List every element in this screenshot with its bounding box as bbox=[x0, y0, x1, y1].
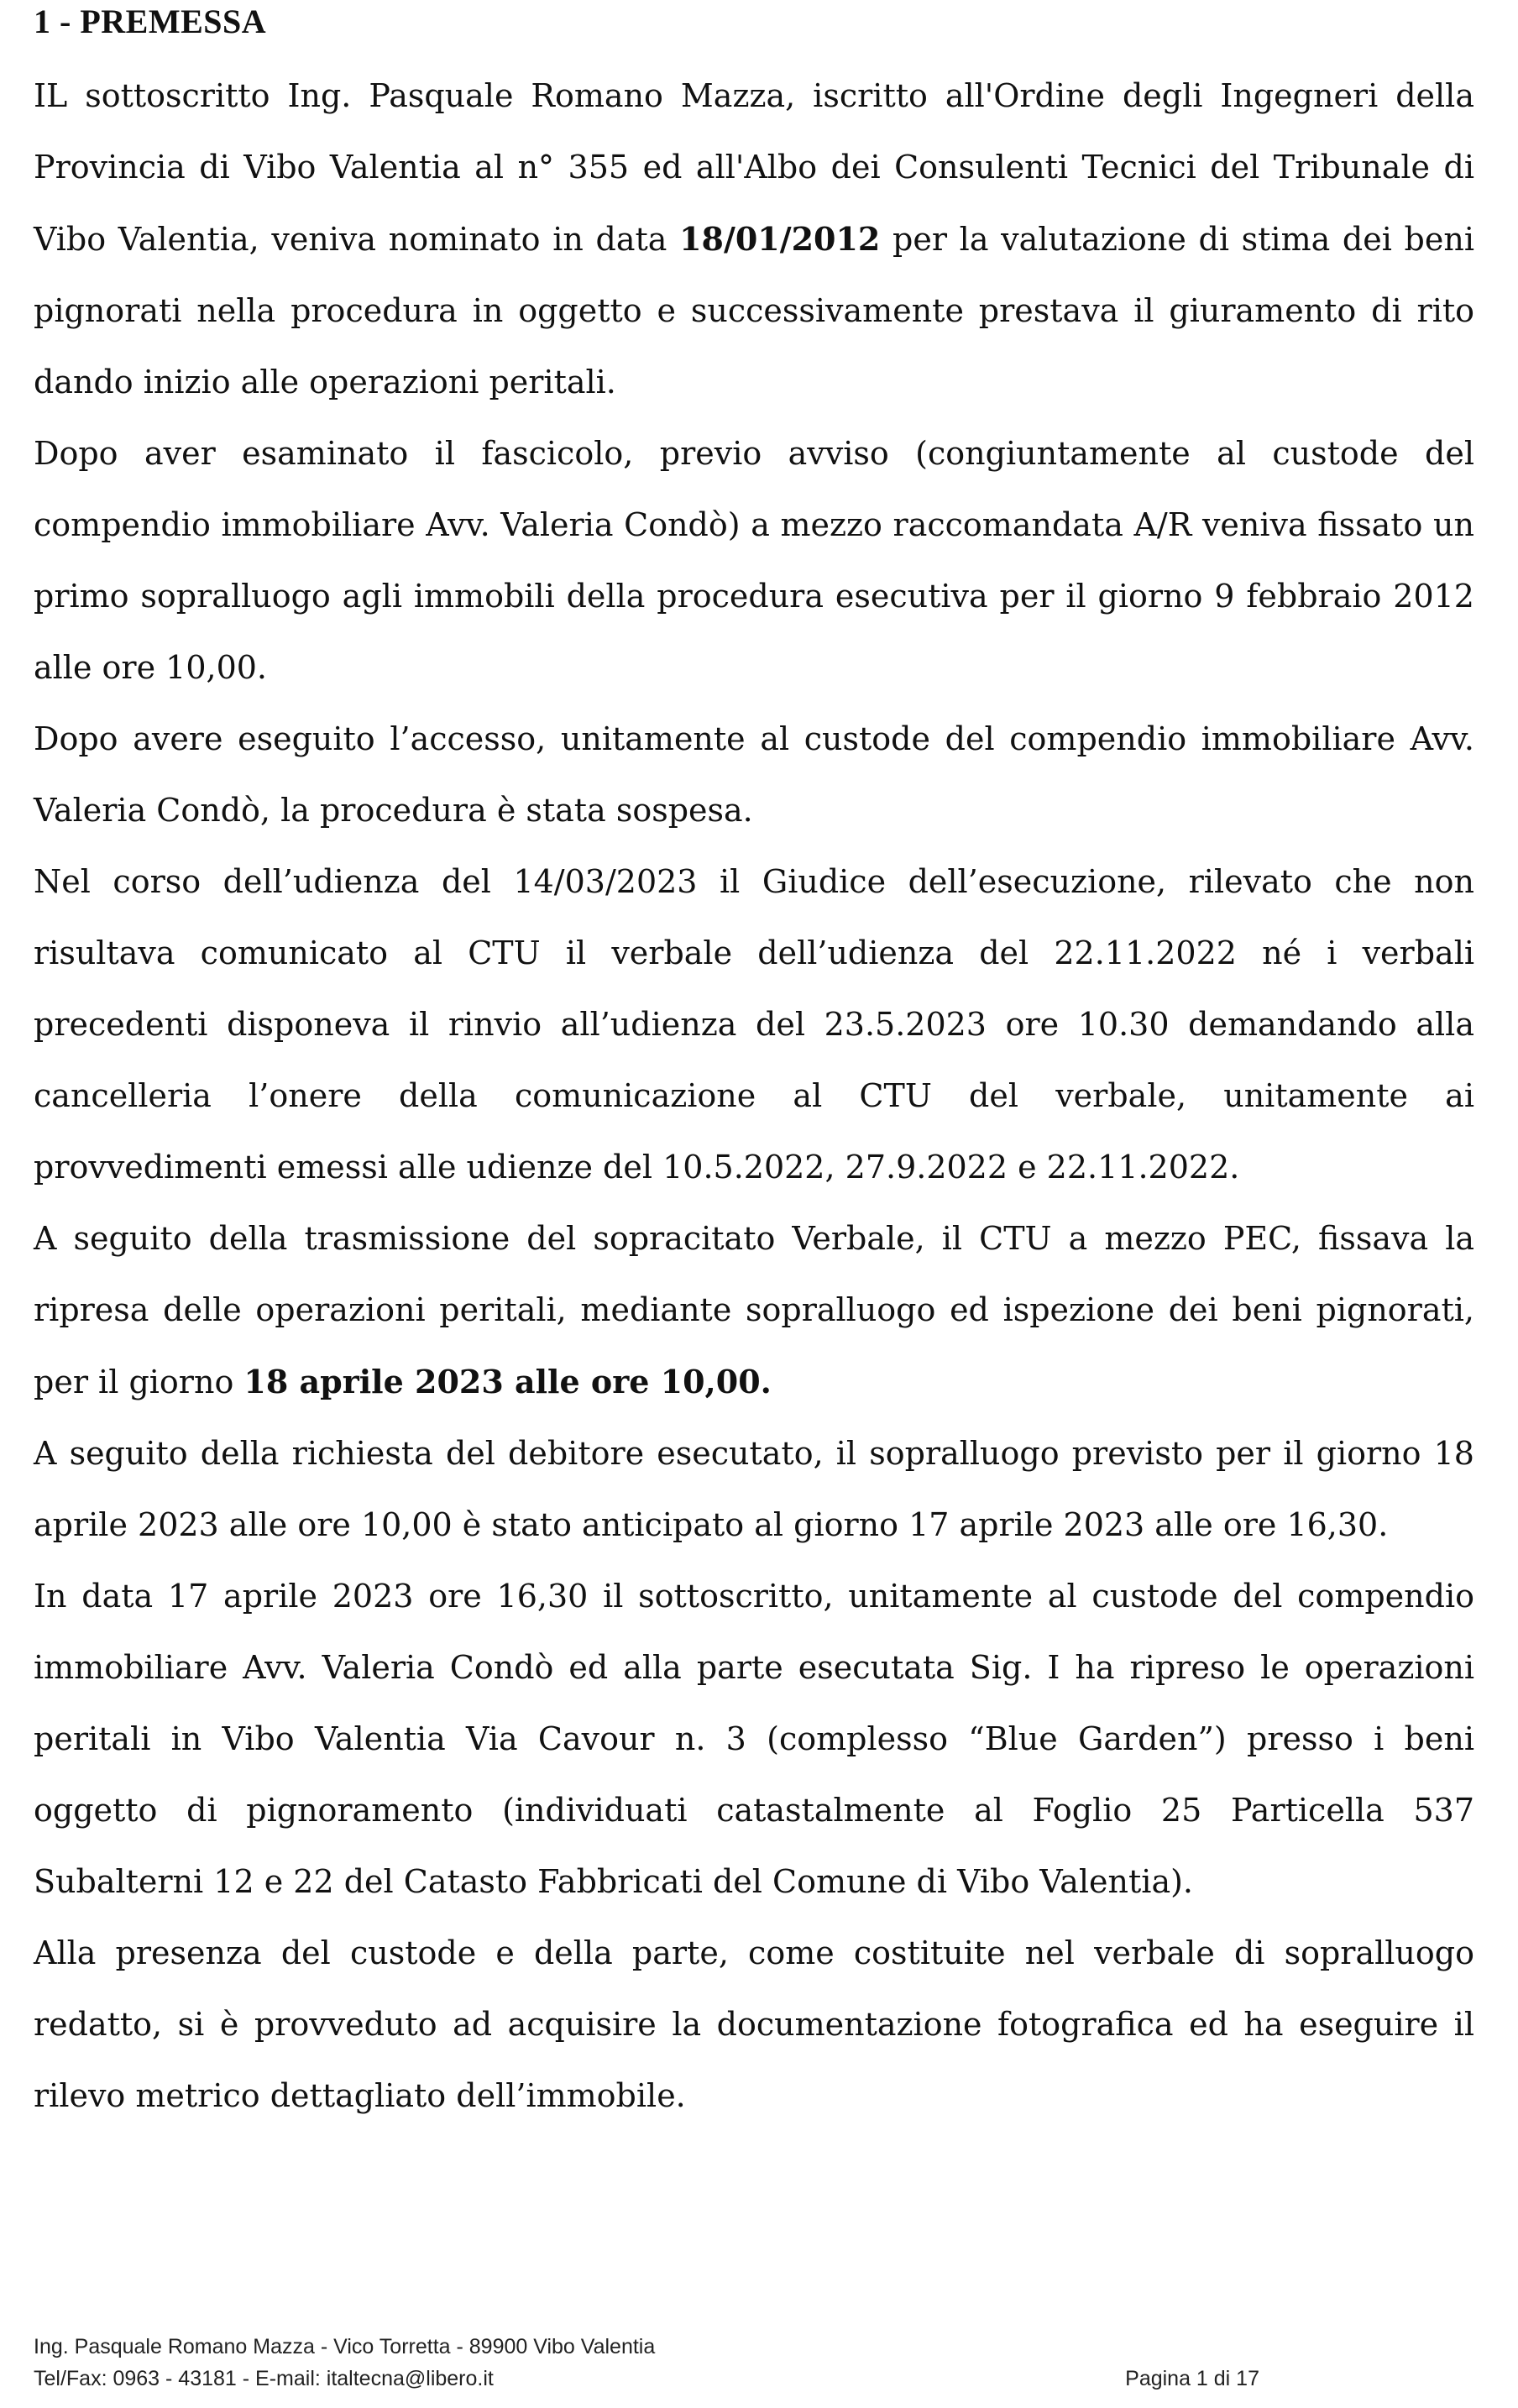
footer-address: Ing. Pasquale Romano Mazza - Vico Torretta - 89900 Vibo Valentia bbox=[34, 2335, 656, 2358]
paragraph-text: Dopo aver esaminato il fascicolo, previo avviso (congiuntamente al custode del compendio immobiliare Avv. Valeria Condò) a mezzo raccomandata A/R veniva fissato un primo sopralluogo agli immobili della procedura esecutiva per il giorno 9 febbraio 2012 alle ore 10,00. bbox=[34, 435, 1474, 686]
paragraph-text: Alla presenza del custode e della parte, come costituite nel verbale di sopralluogo redatto, si è provveduto ad acquisire la documentazione fotografica ed ha eseguire il rilevo metrico dettagliato dell’immobile. bbox=[34, 1934, 1474, 2114]
paragraph-4 bbox=[34, 846, 1474, 1203]
paragraph-bold-date: 18/01/2012 bbox=[679, 220, 881, 258]
paragraph-7 bbox=[34, 1561, 1474, 1918]
paragraph-2 bbox=[34, 418, 1474, 704]
paragraph-text: Nel corso dell’udienza del 14/03/2023 il Giudice dell’esecuzione, rilevato che non risultava comunicato al CTU il verbale dell’udienza del 22.11.2022 né i verbali precedenti disponeva il rinvio all’udienza del 23.5.2023 ore 10.30 demandando alla cancelleria l’onere della comunicazione al CTU del verbale, unitamente ai provvedimenti emessi alle udienze del 10.5.2022, 27.9.2022 e 22.11.2022. bbox=[34, 863, 1474, 1186]
paragraph-6 bbox=[34, 1418, 1474, 1561]
paragraph-text: A seguito della trasmissione del sopracitato Verbale, il CTU a mezzo PEC, fissava la ripresa delle operazioni peritali, mediante sopralluogo ed ispezione dei beni pignorati, per il giorno bbox=[34, 1220, 1474, 1400]
paragraph-5 bbox=[34, 1203, 1474, 1418]
paragraph-text: IL sottoscritto Ing. Pasquale Romano Mazza, iscritto all'Ordine degli Ingegneri della Provincia di Vibo Valentia al n° 355 ed all'Albo dei Consulenti Tecnici del Tribunale di Vibo Valentia, veniva nominato in data bbox=[34, 77, 1474, 258]
footer-contact: Tel/Fax: 0963 - 43181 - E-mail: italtecna@libero.it bbox=[34, 2367, 494, 2390]
paragraph-3 bbox=[34, 704, 1474, 846]
document-body bbox=[34, 60, 1474, 2132]
section-heading: 1 - PREMESSA bbox=[34, 3, 267, 40]
paragraph-text: In data 17 aprile 2023 ore 16,30 il sottoscritto, unitamente al custode del compendio immobiliare Avv. Valeria Condò ed alla parte esecutata Sig. I ha ripreso le operazioni peritali in Vibo Valentia Via Cavour n. 3 (complesso “Blue Garden”) presso i beni oggetto di pignoramento (individuati catastalmente al Foglio 25 Particella 537 Subalterni 12 e 22 del Catasto Fabbricati del Comune di Vibo Valentia). bbox=[34, 1578, 1474, 1900]
paragraph-text: A seguito della richiesta del debitore esecutato, il sopralluogo previsto per il giorno 18 aprile 2023 alle ore 10,00 è stato anticipato al giorno 17 aprile 2023 alle ore 16,30. bbox=[34, 1435, 1474, 1543]
paragraph-text: Dopo avere eseguito l’accesso, unitamente al custode del compendio immobiliare Avv. Valeria Condò, la procedura è stata sospesa. bbox=[34, 720, 1474, 829]
paragraph-text: per la valutazione di stima dei beni pignorati nella procedura in oggetto e successivamente prestava il giuramento di rito dando inizio alle operazioni peritali. bbox=[34, 221, 1475, 400]
page-number: Pagina 1 di 17 bbox=[1125, 2367, 1259, 2390]
page-footer bbox=[34, 2331, 1259, 2395]
paragraph-8 bbox=[34, 1918, 1474, 2132]
paragraph-bold-date: 18 aprile 2023 alle ore 10,00. bbox=[243, 1363, 772, 1400]
paragraph-1 bbox=[34, 60, 1474, 418]
